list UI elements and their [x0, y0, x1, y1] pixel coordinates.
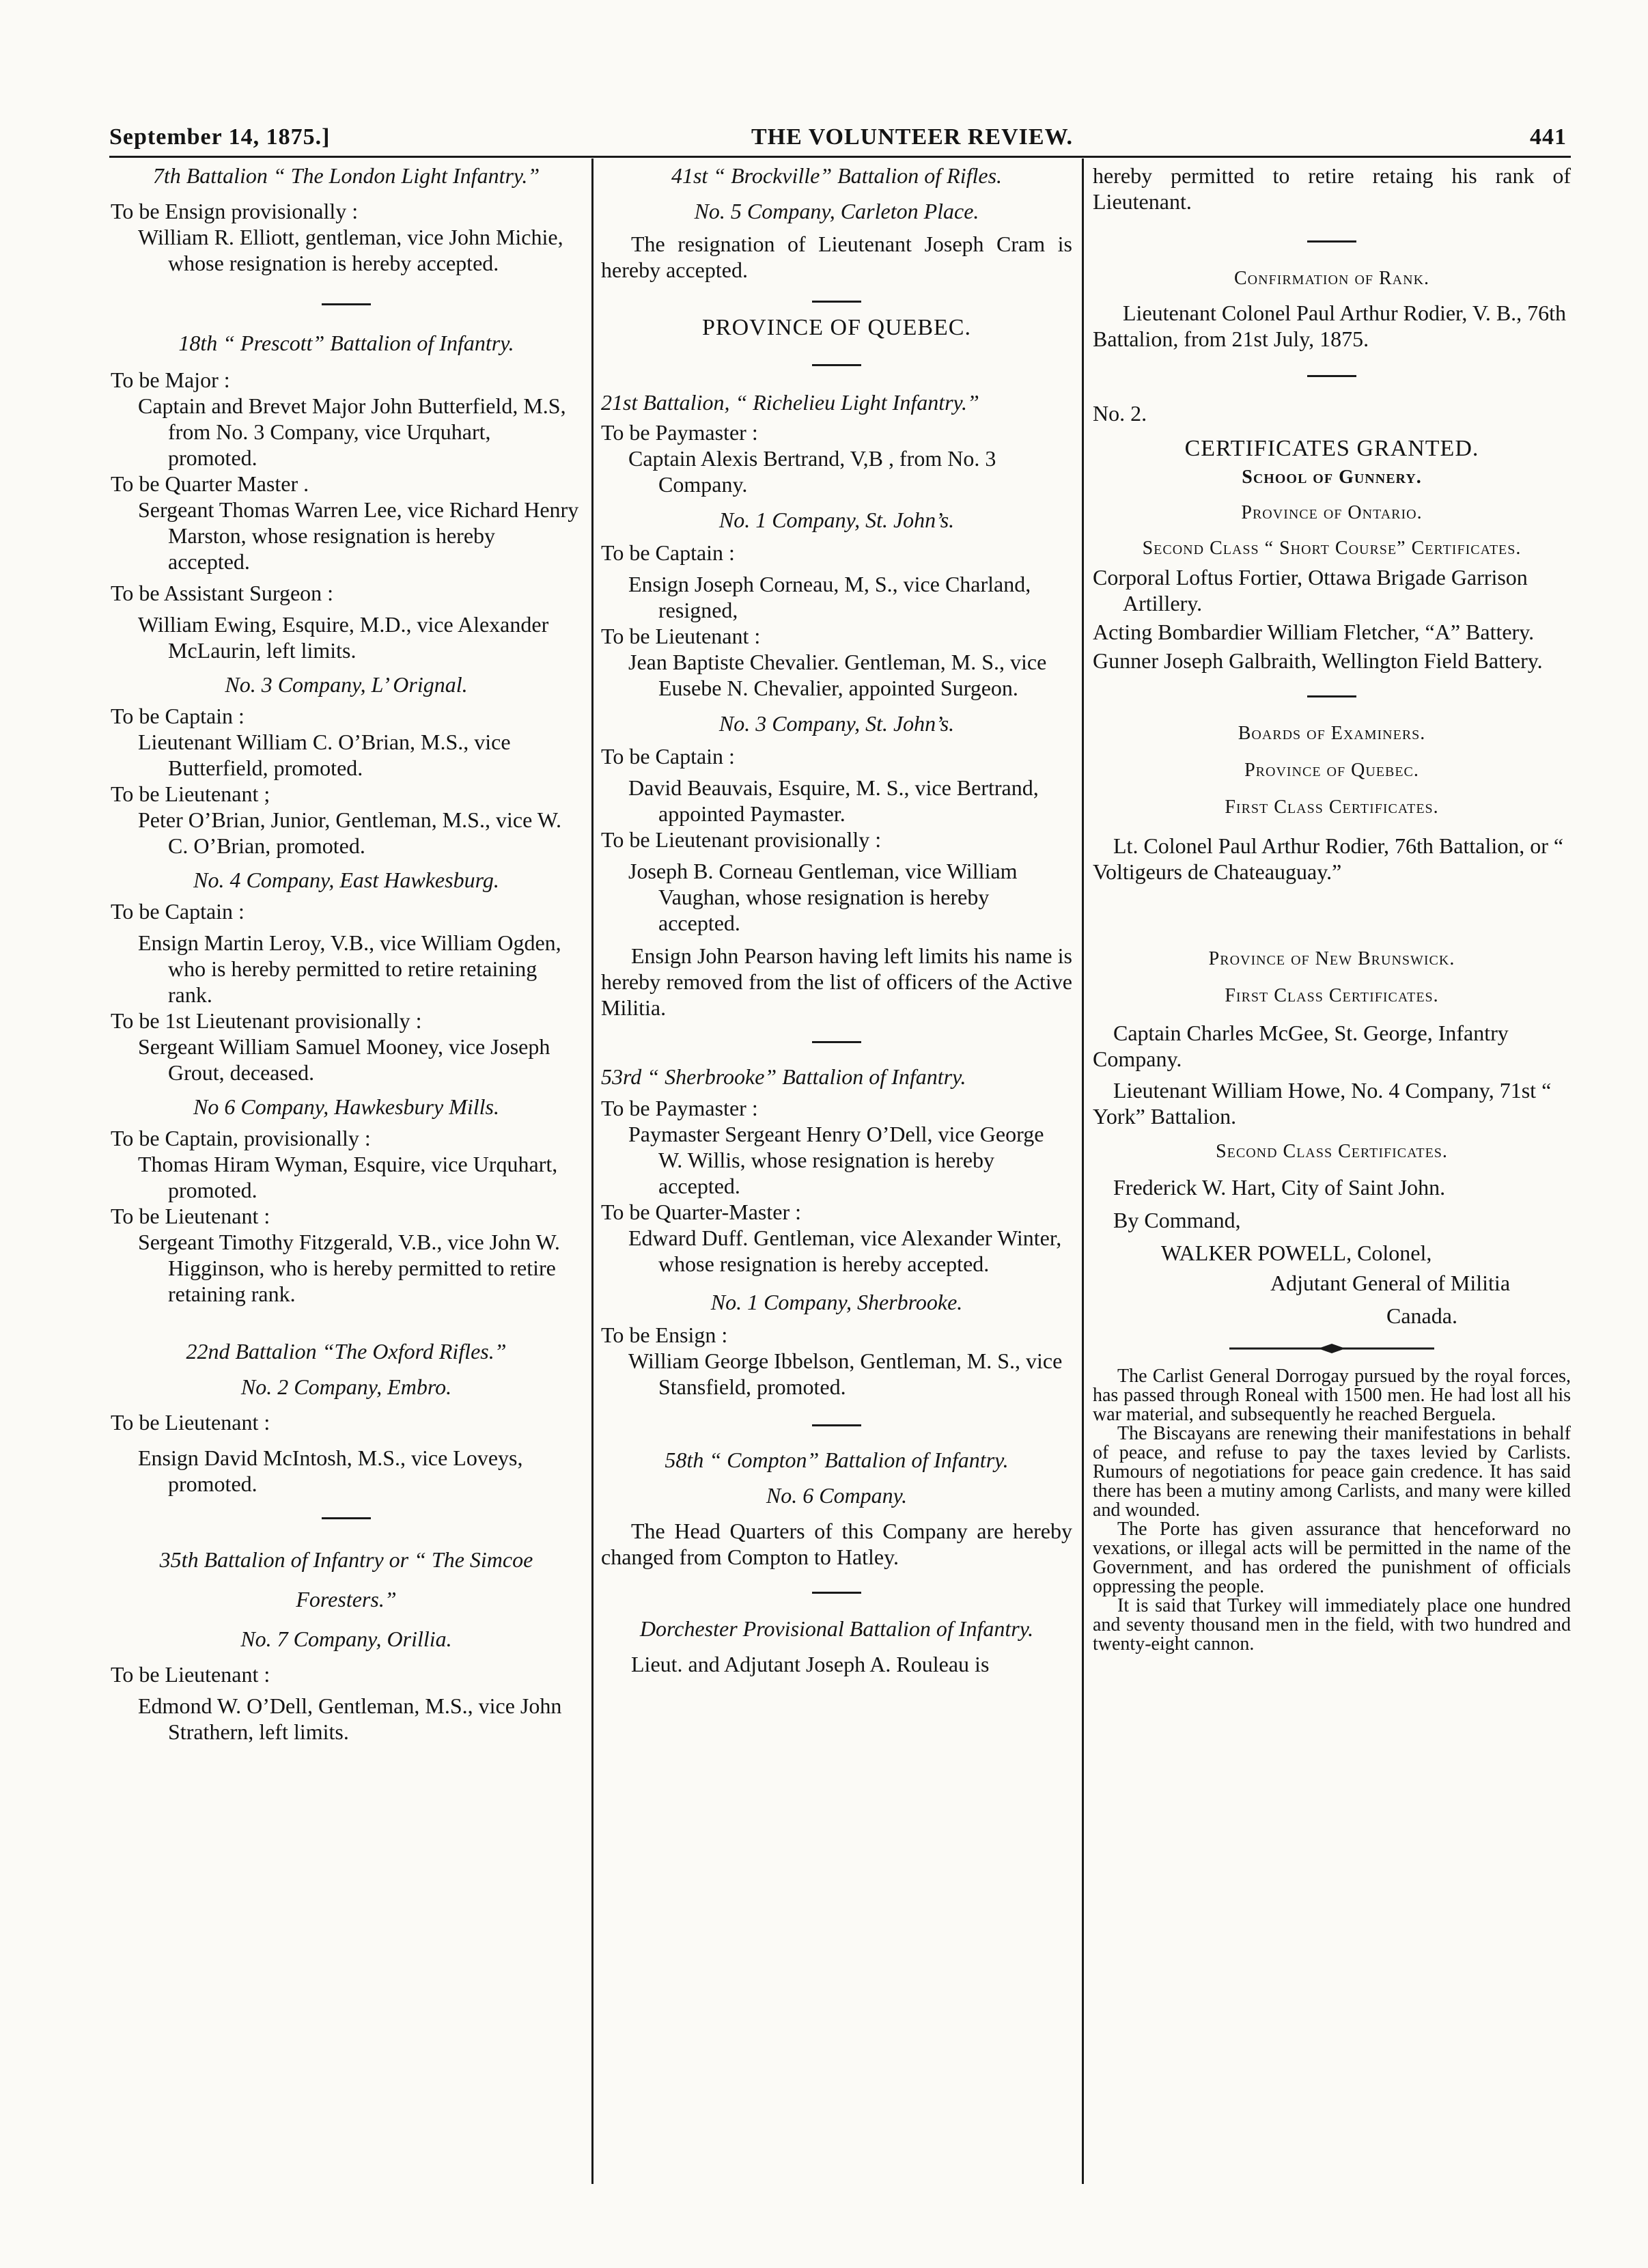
company-heading: No. 3 Company, St. John’s.: [718, 711, 955, 736]
province-heading: PROVINCE OF QUEBEC.: [702, 315, 971, 340]
section-divider: [322, 303, 371, 305]
appointment-entry: Peter O’Brian, Junior, Gentleman, M.S., vice W. C. O’Brian, promoted.: [138, 807, 561, 858]
appointment-entry: Ensign Joseph Corneau, M, S., vice Charland, resigned,: [628, 572, 1031, 622]
section-heading: First Class Certificates.: [1225, 797, 1439, 818]
section-divider: [812, 1592, 861, 1594]
column-rule-right: [1082, 158, 1084, 2184]
section-divider: [812, 364, 861, 366]
section-heading: Confirmation of Rank.: [1233, 268, 1430, 289]
appointment-rank: To be Captain, provisionally :: [111, 1126, 371, 1150]
spacer: [1093, 885, 1571, 946]
province-heading: Province of Quebec.: [1244, 760, 1419, 781]
battalion-heading: 22nd Battalion “The Oxford Rifles.”: [186, 1339, 507, 1364]
appointment-entry: Edward Duff. Gentleman, vice Alexander Winter, whose resignation is hereby accepted.: [628, 1226, 1062, 1276]
notice-text: Lieutenant Colonel Paul Arthur Rodier, V. B., 76th Battalion, from 21st July, 1875.: [1093, 301, 1567, 351]
notice-text: Lieut. and Adjutant Joseph A. Rouleau is: [631, 1652, 990, 1676]
appointment-rank: To be Lieutenant :: [111, 1662, 270, 1687]
appointment-entry: Edmond W. O’Dell, Gentleman, M.S., vice John Strathern, left limits.: [138, 1693, 562, 1744]
battalion-heading: 58th “ Compton” Battalion of Infantry.: [665, 1448, 1009, 1472]
column-rule-left: [591, 158, 593, 2184]
company-heading: No. 1 Company, St. John’s.: [718, 508, 955, 532]
battalion-heading: Dorchester Provisional Battalion of Infantry.: [639, 1616, 1034, 1641]
section-heading: Second Class “ Short Course” Certificates.: [1142, 538, 1522, 559]
certificate-entry: Frederick W. Hart, City of Saint John.: [1113, 1175, 1446, 1200]
company-heading: No. 5 Company, Carleton Place.: [694, 199, 979, 223]
battalion-heading: 7th Battalion “ The London Light Infantry.”: [152, 163, 540, 188]
company-heading: No. 1 Company, Sherbrooke.: [710, 1290, 963, 1314]
section-heading: School of Gunnery.: [1242, 467, 1422, 488]
certificate-entry: Lt. Colonel Paul Arthur Rodier, 76th Battalion, or “ Voltigeurs de Chateauguay.”: [1093, 833, 1564, 884]
company-heading: No. 6 Company.: [766, 1483, 908, 1508]
certificates-heading: CERTIFICATES GRANTED.: [1184, 436, 1479, 461]
company-heading: No. 3 Company, L’ Orignal.: [225, 672, 468, 697]
appointment-entry: Lieutenant William C. O’Brian, M.S., vice Butterfield, promoted.: [138, 730, 511, 780]
appointment-rank: To be Quarter Master .: [111, 471, 309, 496]
appointment-entry: Joseph B. Corneau Gentleman, vice William Vaughan, whose resignation is hereby accepted.: [628, 859, 1018, 935]
appointment-entry: Sergeant William Samuel Mooney, vice Joseph Grout, deceased.: [138, 1034, 550, 1085]
company-heading: No 6 Company, Hawkesbury Mills.: [193, 1094, 499, 1119]
column-1: [111, 163, 582, 1745]
section-divider: [1307, 695, 1356, 697]
header-rule: [109, 156, 1571, 158]
section-heading: First Class Certificates.: [1225, 985, 1439, 1006]
appointment-entry: David Beauvais, Esquire, M. S., vice Bertrand, appointed Paymaster.: [628, 775, 1039, 826]
certificate-entry: Corporal Loftus Fortier, Ottawa Brigade Garrison Artillery.: [1093, 565, 1528, 616]
appointment-rank: To be Paymaster :: [601, 1096, 758, 1120]
company-heading: No. 7 Company, Orillia.: [240, 1627, 452, 1651]
appointment-entry: Ensign Martin Leroy, V.B., vice William Ogden, who is hereby permitted to retire retaining rank.: [138, 930, 561, 1007]
appointment-rank: To be Quarter-Master :: [601, 1200, 801, 1224]
appointment-entry: Paymaster Sergeant Henry O’Dell, vice George W. Willis, whose resignation is hereby accepted.: [628, 1122, 1044, 1198]
header-title: THE VOLUNTEER REVIEW.: [751, 124, 1073, 150]
section-divider: [1307, 240, 1356, 243]
company-heading: No. 4 Company, East Hawkesburg.: [193, 868, 499, 892]
appointment-entry: Jean Baptiste Chevalier. Gentleman, M. S., vice Eusebe N. Chevalier, appointed Surgeon.: [628, 650, 1047, 700]
appointment-rank: To be Captain :: [601, 540, 735, 565]
appointment-rank: To be Lieutenant :: [111, 1204, 270, 1228]
appointment-rank: To be Assistant Surgeon :: [111, 581, 334, 605]
certificate-entry: Gunner Joseph Galbraith, Wellington Field Battery.: [1093, 648, 1543, 673]
appointment-entry: Ensign David McIntosh, M.S., vice Loveys, promoted.: [138, 1446, 523, 1496]
appointment-entry: William George Ibbelson, Gentleman, M. S., vice Stansfield, promoted.: [628, 1349, 1063, 1399]
battalion-heading: 21st Battalion, “ Richelieu Light Infantry.”: [601, 390, 979, 415]
signatory-name: WALKER POWELL, Colonel,: [1161, 1241, 1432, 1265]
appointment-entry: Captain and Brevet Major John Butterfield, M.S, from No. 3 Company, vice Urquhart, promoted.: [138, 393, 566, 470]
appointment-entry: Thomas Hiram Wyman, Esquire, vice Urquhart, promoted.: [138, 1152, 558, 1202]
appointment-rank: To be Lieutenant :: [601, 624, 761, 648]
section-divider: [812, 301, 861, 303]
appointment-rank: To be Captain :: [111, 704, 245, 728]
battalion-heading: 18th “ Prescott” Battalion of Infantry.: [178, 331, 514, 355]
certificate-entry: Lieutenant William Howe, No. 4 Company, 71st “ York” Battalion.: [1093, 1078, 1552, 1129]
appointment-rank: To be Major :: [111, 368, 230, 392]
ornamental-rule: [1229, 1342, 1434, 1355]
news-paragraph: The Carlist General Dorrogay pursued by the royal forces, has passed through Roneal with 1500 men. He had lost all his war material, and subsequently he reached Berguela.: [1093, 1366, 1571, 1425]
column-3: [1093, 163, 1571, 1654]
section-divider: [812, 1424, 861, 1426]
battalion-heading: 41st “ Brockville” Battalion of Rifles.: [671, 163, 1003, 188]
appointment-rank: To be Lieutenant :: [111, 1410, 270, 1435]
news-paragraph: The Biscayans are renewing their manifestations in behalf of peace, and refuse to pay the taxes levied by Carlists. Rumours of negotiations for peace gain credence. It has said there has been a mutiny among Carlists, and many were killed and wounded.: [1093, 1423, 1571, 1521]
section-divider: [812, 1041, 861, 1043]
news-paragraph: The Porte has given assurance that henceforward no vexations, or illegal acts will be permitted in the name of the Government, and has ordered the punishment of officials oppressing the people.: [1093, 1519, 1571, 1597]
appointment-rank: To be Lieutenant ;: [111, 782, 270, 806]
section-heading: Second Class Certificates.: [1216, 1141, 1448, 1162]
appointment-entry: Sergeant Timothy Fitzgerald, V.B., vice John W. Higginson, who is hereby permitted to retire retaining rank.: [138, 1230, 560, 1306]
signatory-title: Adjutant General of Militia: [1270, 1271, 1511, 1295]
page-number: 441: [1530, 124, 1567, 150]
news-paragraph: It is said that Turkey will immediately place one hundred and seventy thousand men in the field, with two hundred and twenty-eight cannon.: [1093, 1595, 1571, 1655]
notice-number: No. 2.: [1093, 401, 1147, 426]
section-heading: Boards of Examiners.: [1238, 723, 1426, 744]
header-date: September 14, 1875.]: [109, 124, 331, 150]
news-items: [1093, 1367, 1571, 1654]
appointment-rank: To be Captain :: [111, 899, 245, 924]
section-divider: [1307, 375, 1356, 377]
signatory-place: Canada.: [1386, 1303, 1457, 1328]
appointment-rank: To be Lieutenant provisionally :: [601, 827, 882, 852]
appointment-entry: William R. Elliott, gentleman, vice John Michie, whose resignation is hereby accepted.: [138, 225, 563, 275]
province-heading: Province of New Brunswick.: [1208, 948, 1455, 969]
certificate-entry: Acting Bombardier William Fletcher, “A” Battery.: [1093, 620, 1535, 644]
notice-text: hereby permitted to retire retaing his rank of Lieutenant.: [1093, 163, 1571, 214]
column-2: [601, 163, 1072, 1677]
notice-text: The resignation of Lieutenant Joseph Cram is hereby accepted.: [601, 232, 1072, 282]
certificate-entry: Captain Charles McGee, St. George, Infantry Company.: [1093, 1021, 1509, 1071]
company-heading: No. 2 Company, Embro.: [240, 1374, 452, 1399]
appointment-entry: William Ewing, Esquire, M.D., vice Alexander McLaurin, left limits.: [138, 612, 549, 663]
signoff-line: By Command,: [1113, 1208, 1241, 1232]
appointment-rank: To be Paymaster :: [601, 420, 758, 445]
appointment-entry: Captain Alexis Bertrand, V,B , from No. 3 Company.: [628, 446, 996, 497]
appointment-rank: To be 1st Lieutenant provisionally :: [111, 1008, 422, 1033]
appointment-rank: To be Ensign provisionally :: [111, 199, 359, 223]
battalion-heading: 35th Battalion of Infantry or “ The Simcoe Foresters.”: [159, 1547, 533, 1612]
battalion-heading: 53rd “ Sherbrooke” Battalion of Infantry.: [601, 1064, 966, 1089]
notice-text: The Head Quarters of this Company are hereby changed from Compton to Hatley.: [601, 1519, 1072, 1569]
section-divider: [322, 1517, 371, 1519]
appointment-rank: To be Captain :: [601, 744, 735, 769]
notice-text: Ensign John Pearson having left limits his name is hereby removed from the list of officers of the Active Militia.: [601, 943, 1072, 1020]
province-heading: Province of Ontario.: [1241, 502, 1423, 523]
appointment-entry: Sergeant Thomas Warren Lee, vice Richard Henry Marston, whose resignation is hereby accepted.: [138, 497, 579, 574]
appointment-rank: To be Ensign :: [601, 1323, 728, 1347]
